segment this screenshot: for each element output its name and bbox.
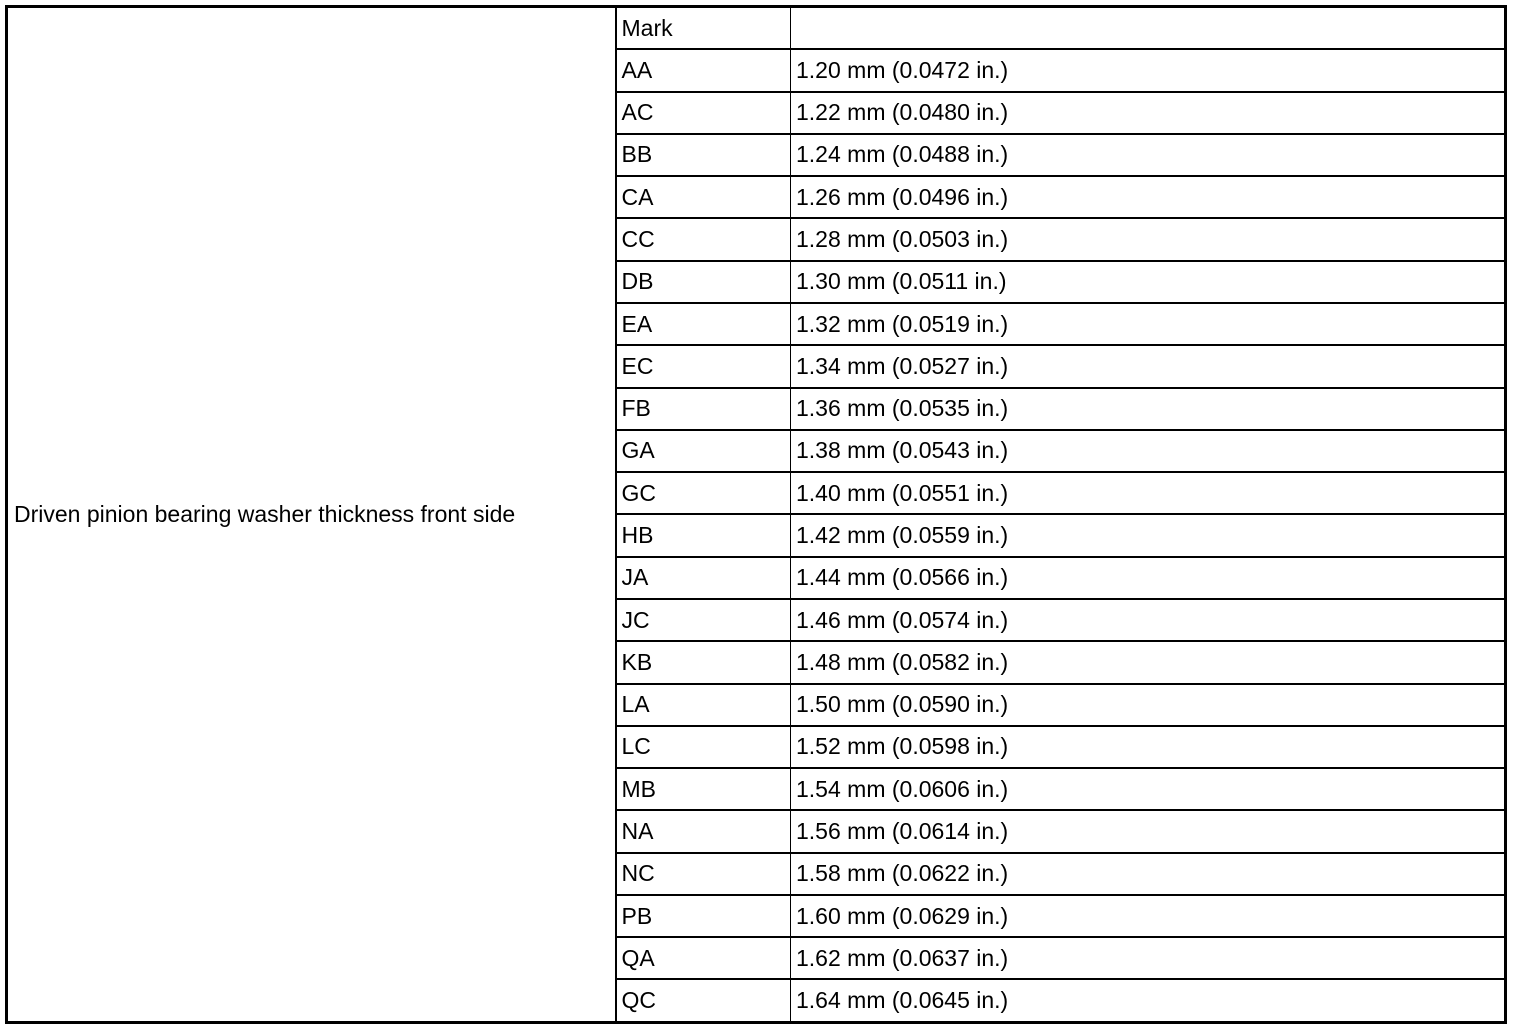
thickness-cell: 1.30 mm (0.0511 in.) bbox=[791, 261, 1506, 303]
thickness-cell: 1.24 mm (0.0488 in.) bbox=[791, 134, 1506, 176]
thickness-cell: 1.36 mm (0.0535 in.) bbox=[791, 388, 1506, 430]
thickness-cell: 1.40 mm (0.0551 in.) bbox=[791, 472, 1506, 514]
thickness-cell: 1.48 mm (0.0582 in.) bbox=[791, 641, 1506, 683]
thickness-cell: 1.64 mm (0.0645 in.) bbox=[791, 979, 1506, 1022]
mark-cell: CA bbox=[616, 176, 791, 218]
mark-cell: GA bbox=[616, 430, 791, 472]
mark-cell: AC bbox=[616, 92, 791, 134]
thickness-cell: 1.58 mm (0.0622 in.) bbox=[791, 853, 1506, 895]
mark-cell: LA bbox=[616, 684, 791, 726]
thickness-cell: 1.28 mm (0.0503 in.) bbox=[791, 218, 1506, 260]
thickness-cell: 1.60 mm (0.0629 in.) bbox=[791, 895, 1506, 937]
mark-cell: NC bbox=[616, 853, 791, 895]
thickness-cell: 1.32 mm (0.0519 in.) bbox=[791, 303, 1506, 345]
mark-cell: LC bbox=[616, 726, 791, 768]
thickness-cell: 1.46 mm (0.0574 in.) bbox=[791, 599, 1506, 641]
thickness-cell: 1.54 mm (0.0606 in.) bbox=[791, 768, 1506, 810]
mark-cell: JC bbox=[616, 599, 791, 641]
washer-thickness-table bbox=[5, 5, 1507, 1024]
thickness-cell: 1.42 mm (0.0559 in.) bbox=[791, 514, 1506, 556]
value-header-cell bbox=[791, 7, 1506, 50]
thickness-cell: 1.56 mm (0.0614 in.) bbox=[791, 810, 1506, 852]
thickness-cell: 1.50 mm (0.0590 in.) bbox=[791, 684, 1506, 726]
thickness-cell: 1.22 mm (0.0480 in.) bbox=[791, 92, 1506, 134]
table-header-row bbox=[7, 7, 1506, 50]
mark-cell: BB bbox=[616, 134, 791, 176]
mark-cell: HB bbox=[616, 514, 791, 556]
mark-cell: AA bbox=[616, 49, 791, 91]
thickness-cell: 1.44 mm (0.0566 in.) bbox=[791, 557, 1506, 599]
mark-cell: CC bbox=[616, 218, 791, 260]
mark-cell: EA bbox=[616, 303, 791, 345]
thickness-cell: 1.20 mm (0.0472 in.) bbox=[791, 49, 1506, 91]
mark-cell: NA bbox=[616, 810, 791, 852]
mark-cell: PB bbox=[616, 895, 791, 937]
thickness-cell: 1.62 mm (0.0637 in.) bbox=[791, 937, 1506, 979]
mark-cell: KB bbox=[616, 641, 791, 683]
mark-cell: JA bbox=[616, 557, 791, 599]
mark-cell: QC bbox=[616, 979, 791, 1022]
thickness-cell: 1.34 mm (0.0527 in.) bbox=[791, 345, 1506, 387]
item-label-cell: Driven pinion bearing washer thickness front side bbox=[7, 7, 616, 1023]
mark-cell: MB bbox=[616, 768, 791, 810]
mark-header-cell: Mark bbox=[616, 7, 791, 50]
thickness-cell: 1.52 mm (0.0598 in.) bbox=[791, 726, 1506, 768]
mark-cell: DB bbox=[616, 261, 791, 303]
thickness-cell: 1.26 mm (0.0496 in.) bbox=[791, 176, 1506, 218]
mark-cell: QA bbox=[616, 937, 791, 979]
mark-cell: GC bbox=[616, 472, 791, 514]
thickness-cell: 1.38 mm (0.0543 in.) bbox=[791, 430, 1506, 472]
mark-cell: EC bbox=[616, 345, 791, 387]
table-body bbox=[7, 7, 1506, 1023]
mark-cell: FB bbox=[616, 388, 791, 430]
